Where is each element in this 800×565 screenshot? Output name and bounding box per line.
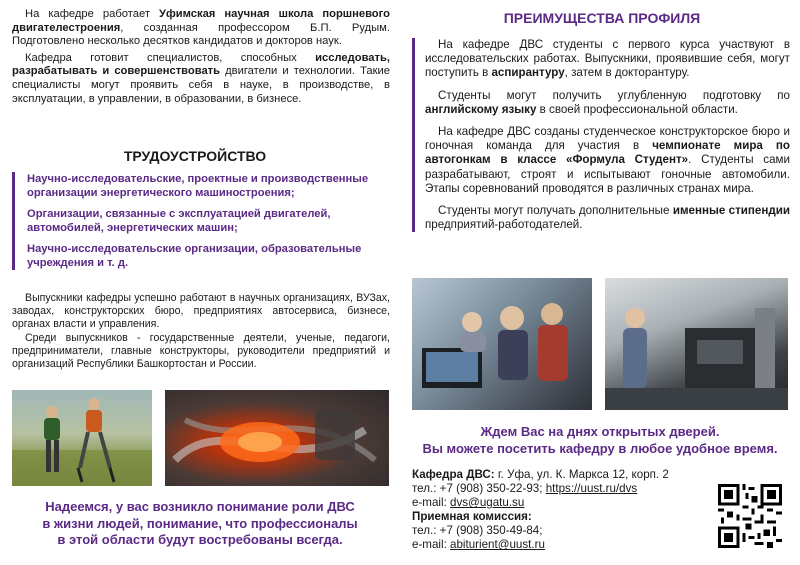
admission-email-line [412, 538, 712, 552]
dept-email-link[interactable]: dvs@ugatu.su [450, 496, 525, 510]
admission-phone: +7 (908) 350-49-84; [439, 524, 543, 538]
intro-p1-text-c: , созданная профессором Б.П. Рудым. Подготовлено несколько десятков кандидатов и докторов наук. [12, 21, 390, 48]
photo-engine-closeup-illustration [165, 390, 389, 486]
intro-p1-bold: Уфимская научная школа поршневого двигателестроения [12, 8, 390, 34]
dept-address: г. Уфа, ул. К. Маркса 12, корп. 2 [494, 468, 669, 481]
intro-paragraph-1 [12, 8, 390, 49]
adv-p1-text-a: На кафедре ДВС студенты с первого курса участвуют в исследовательских работах. Выпускники, проявившие себя, могут поступить в [425, 38, 790, 80]
dept-address-line [412, 468, 712, 482]
dept-label: Кафедра ДВС: [412, 468, 495, 481]
graduates-paragraph-2: Среди выпускников - государственные деятели, ученые, педагоги, предприниматели, главные конструкторы, руководители предприятий и организаций Республики Башкортостан и России. [12, 332, 390, 370]
adv-p2-text-a: Студенты могут получить углубленную подготовку по [438, 88, 790, 102]
dept-website-link[interactable]: https://uust.ru/dvs [545, 482, 638, 496]
photo-engine-test-rig-illustration [605, 278, 788, 410]
admission-email-link[interactable]: abiturient@uust.ru [450, 538, 545, 552]
advantages-paragraph-4 [425, 204, 790, 232]
photo-students-outdoor-illustration [12, 390, 152, 486]
adv-p3-text-c: . Студенты сами разрабатывают, строят и испытывают гоночные автомобили. Этапы соревнований проводятся в различных странах мира. [425, 153, 790, 195]
jobs-list [12, 172, 390, 270]
photo-engine-closeup [165, 390, 389, 486]
dept-phone: +7 (908) 350-22-93; [439, 482, 546, 496]
intro-p1-text-a: На кафедре работает [25, 8, 159, 20]
photo-students-outdoor [12, 390, 152, 486]
jobs-item: Научно-исследовательские, проектные и производственные организации энергетического машиностроения; [27, 173, 369, 199]
closing-line: Надеемся, у вас возникло понимание роли ДВС [45, 499, 355, 514]
advantages-paragraph-3 [425, 125, 790, 196]
contacts-block [412, 468, 712, 553]
adv-p4-bold: именные стипендии [672, 204, 790, 218]
invite-line: Ждем Вас на днях открытых дверей. [480, 424, 720, 439]
advantages-paragraph-2 [425, 89, 790, 117]
intro-p2-bold: исследовать, разрабатывать и совершенствовать [12, 51, 390, 78]
adv-p4-text-c: предприятий-работодателей. [425, 218, 583, 232]
intro-p2-text-c: двигатели и технологии. Такие специалисты могут проявить себя в науке, в производстве, в эксплуатации, в управлении, в образовании, в бизнесе. [12, 65, 390, 105]
dept-email-line [412, 496, 712, 510]
adv-p2-text-c: в своей профессиональной области. [536, 102, 738, 116]
jobs-item: Научно-исследовательские организации, образовательные учреждения и т. д. [27, 243, 362, 269]
qr-code-icon [718, 484, 782, 548]
adv-p4-text-a: Студенты могут получать дополнительные [438, 204, 673, 218]
closing-line: в жизни людей, понимание, что профессионалы [42, 515, 358, 531]
adv-p3-text-a: На кафедре ДВС созданы студенческое конструкторское бюро и гоночная команда для участия в [425, 125, 790, 153]
graduates-paragraph-1: Выпускники кафедры успешно работают в научных организациях, ВУЗах, заводах, конструкторских бюро, предприятиях автосервиса, бизнесе, органах власти и управления. [12, 292, 390, 330]
admission-email-label: e-mail: [412, 538, 451, 552]
intro-section [12, 8, 390, 106]
photo-students-lab-illustration [412, 278, 592, 410]
closing-message-left [0, 499, 400, 549]
photo-engine-test-rig [605, 278, 788, 410]
adv-p1-text-c: , затем в докторантуру. [564, 66, 690, 80]
open-day-invitation [400, 424, 800, 457]
adv-p3-bold: чемпионате мира по автогонкам в классе «Формула Студент» [425, 139, 790, 167]
intro-p2-text-a: Кафедра готовит специалистов, способных [25, 51, 316, 64]
right-column [400, 0, 800, 565]
advantages-paragraph-1 [425, 38, 790, 81]
jobs-heading: ТРУДОУСТРОЙСТВО [123, 148, 267, 164]
photo-students-lab [412, 278, 592, 410]
advantages-section [412, 38, 792, 232]
admission-label-line [412, 510, 712, 524]
admission-phone-line [412, 524, 712, 538]
dept-email-label: e-mail: [412, 496, 451, 510]
dept-phone-line [412, 482, 712, 496]
adv-p2-bold: английскому языку [425, 102, 537, 116]
dept-phone-label: тел.: [412, 482, 440, 496]
closing-line: в этой области будут востребованы всегда. [57, 532, 343, 547]
graduates-section [12, 292, 390, 371]
admission-phone-label: тел.: [412, 524, 440, 538]
qr-code[interactable] [718, 484, 782, 548]
invite-line: Вы можете посетить кафедру в любое удобное время. [422, 440, 778, 456]
advantages-heading: ПРЕИМУЩЕСТВА ПРОФИЛЯ [503, 10, 701, 26]
admission-label: Приемная комиссия: [412, 510, 532, 524]
adv-p1-bold: аспирантуру [491, 66, 565, 80]
jobs-item: Организации, связанные с эксплуатацией двигателей, автомобилей, энергетических машин; [27, 208, 331, 234]
intro-paragraph-2 [12, 52, 390, 106]
